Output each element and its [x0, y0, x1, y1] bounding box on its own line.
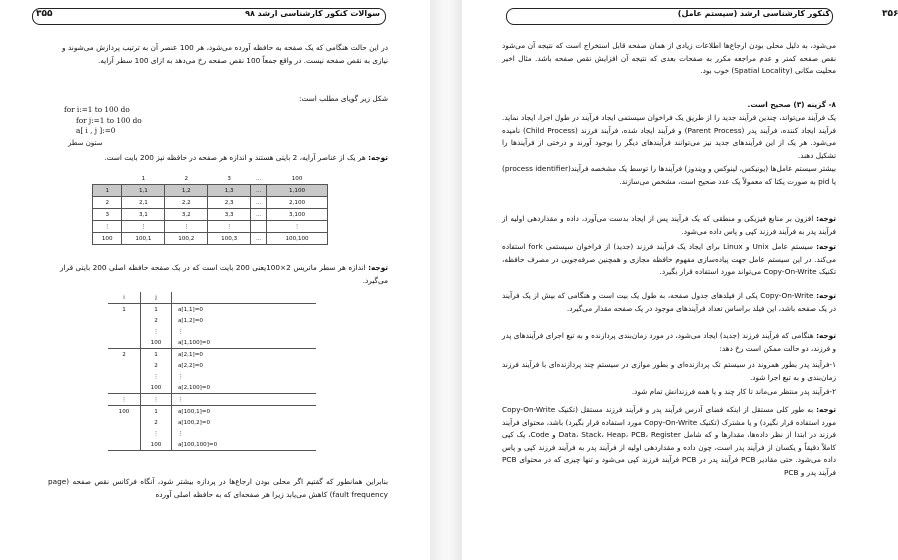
table-row	[108, 337, 316, 349]
table-cell: 100	[141, 382, 172, 394]
note	[502, 404, 836, 479]
paragraph: بنابراین همانطور که گفتیم اگر محلی بودن ارجاع‌ها در پردازه بیشتر شود، آنگاه فرکانس نقص صفحه (page fault frequency) کاهش می‌یابد زیرا هر صفحه‌ای که به حافظه اصلی آورده	[48, 477, 388, 499]
table-header-cell: 3	[208, 173, 251, 185]
note-label: توجه:	[816, 331, 836, 340]
table-cell: 3,1	[122, 209, 165, 221]
col-i-header: i	[108, 292, 141, 304]
left-page	[0, 0, 430, 560]
paragraph: می‌شود، به دلیل محلی بودن ارجاع‌ها اطلاعات زیادی از همان صفحه قابل استخراج است که نتیجه آن می‌شود نقص صفحه کمتر و عدم مراجعه مکرر به صفحات بعدی که نتیجه آن افزایش نقص صفحه باشد. مثال اخیر محلیت مکانی (Spatial Locality) خوب بود.	[502, 41, 836, 75]
note-label: توجه:	[368, 153, 388, 162]
table-cell: 3,3	[208, 209, 251, 221]
table-cell: ...	[251, 209, 267, 221]
code-block	[64, 105, 214, 137]
note-label: توجه:	[368, 263, 389, 272]
note-text: هر یک از عناصر آرایه، 2 بایتی هستند و اندازه هر صفحه در حافظه نیز 200 بایت است.	[104, 153, 369, 162]
note-label: توجه:	[816, 242, 837, 251]
book-gutter	[430, 0, 462, 560]
table-cell: a[100,2]=0	[178, 419, 211, 426]
note-text: افزون بر منابع فیزیکی و منطقی که یک فرآیند پس از ایجاد بدست می‌آورد، داده و مقداردهی اولیه از فرآیند پدر به فرآیند فرزند کپی و پاس داده می‌شود.	[502, 214, 836, 236]
table-cell: ⋮	[165, 221, 208, 233]
note-text: سیستم عامل Unix و Linux برای ایجاد یک فرآیند فرزند (جدید) از فراخوان سیستمی fork استفاده می‌کند. در این سیستم عامل جهت پیاده‌سازی مفهوم حافظه مجازی و همچنین صرفه‌جویی در مصرف حافظه، تکنیک Copy-On-Write می‌تواند مورد استفاده قرار بگیرد.	[502, 242, 836, 276]
table-cell: ⋮	[178, 430, 184, 437]
table-cell: 2	[141, 360, 172, 371]
table-cell: a[2,100]=0	[172, 382, 317, 394]
table-row	[108, 304, 316, 316]
table-cell: ⋮	[141, 371, 172, 382]
table-header-row	[93, 173, 328, 185]
table-cell: a[2,2]=0	[178, 362, 203, 369]
table-cell: ⋮	[93, 221, 122, 233]
table-cell: 1,1	[122, 185, 165, 197]
table-cell: 100,2	[165, 233, 208, 245]
table-row	[108, 439, 316, 451]
table-cell: a[2,1]=0	[178, 351, 203, 358]
table-cell: 100	[108, 406, 141, 418]
table-cell: 100	[141, 439, 172, 451]
table-cell: ⋮	[178, 328, 184, 335]
table-cell: 2	[93, 197, 122, 209]
table-cell: ⋮	[172, 394, 317, 406]
table-cell: 100	[141, 337, 172, 349]
table-row	[108, 406, 316, 418]
code-line: for i:=1 to 100 do	[64, 105, 130, 114]
table-cell: ⋮	[108, 394, 141, 406]
table-cell: 2,1	[122, 197, 165, 209]
table-row	[108, 315, 316, 326]
table-header-cell: 2	[165, 173, 208, 185]
list-item: ۱-فرآیند پدر بطور همروند در سیستم تک پردازنده‌ای و بطور موازی در سیستم چند پردازنده‌ای با فرآیند فرزند زمان‌بندی و به تبع اجرا شود.	[502, 360, 836, 382]
table-cell: 3,2	[165, 209, 208, 221]
table-cell	[251, 221, 267, 233]
table-cell: 1	[93, 185, 122, 197]
shape-caption: شکل زیر گویای مطلب است:	[299, 94, 388, 103]
table-cell: a[1,1]=0	[178, 306, 203, 313]
table-cell: 1,2	[165, 185, 208, 197]
table-cell: 1	[141, 349, 172, 361]
table-cell: ⋮	[141, 326, 172, 337]
table-cell: ...	[251, 197, 267, 209]
table-header-cell: 100	[267, 173, 328, 185]
table-row	[93, 221, 328, 233]
table-cell: 100	[93, 233, 122, 245]
paragraph: بیشتر سیستم عامل‌ها (یونیکس، لینوکس و ویندوز) فرآیندها را توسط یک مشخصه فرآیند(process identifier) یا pid به صورت یکتا که معمولاً یک عدد صحیح است، مشخص می‌سازند.	[502, 164, 837, 186]
page-number: ۳۵۵	[36, 9, 53, 19]
note-text: Copy-On-Write یکی از فیلدهای جدول صفحه، به طول یک بیت است و هنگامی که بیش از یک فرآیند در یک صفحه باشد، این فیلد براساس تعداد فرآیندهای موجود در یک صفحه مقدار می‌گیرد.	[502, 291, 836, 313]
table-cell: 100,3	[208, 233, 251, 245]
table-cell: a[1,2]=0	[178, 317, 203, 324]
table-cell: 2,100	[267, 197, 328, 209]
header-title: سوالات کنکور کارشناسی ارشد ۹۸	[245, 9, 380, 18]
note-label: توجه:	[816, 214, 836, 223]
table-cell: 3,100	[267, 209, 328, 221]
table-row	[108, 428, 316, 439]
table-cell: ⋮	[141, 428, 172, 439]
table-row	[93, 209, 328, 221]
table-cell: a[1,100]=0	[172, 337, 317, 349]
table-row	[108, 371, 316, 382]
note	[502, 213, 836, 238]
table-cell: ...	[251, 233, 267, 245]
header-title: کنکور کارشناسی ارشد (سیستم عامل)	[677, 9, 830, 18]
paragraph: یک فرآیند می‌تواند، چندین فرآیند جدید را از طریق یک فراخوان سیستمی ایجاد فرآیند در طول اجرا، ایجاد نماید. فرآیند ایجاد کننده، فرآیند پدر (Parent Process) و فرآیند ایجاد شده، فرآیند فرزند (Child Process) نامیده می‌شود. هر یک از این فرآیندهای جدید نیز می‌توانند فرآیندهای دیگر را بوجود آورند و درختی از فرآیندها را تشکیل دهند.	[502, 113, 837, 160]
table-row	[108, 360, 316, 371]
code-labels: ستون سطر	[68, 139, 103, 147]
index-table	[108, 292, 316, 451]
page-number: ۳۵۶	[882, 9, 898, 19]
table-cell: ⋮	[141, 394, 172, 406]
table-row	[93, 185, 328, 197]
table-cell: 1	[141, 304, 172, 316]
table-cell: 2,2	[165, 197, 208, 209]
note	[60, 262, 388, 287]
table-cell: ⋮	[122, 221, 165, 233]
code-line: for j:=1 to 100 do	[76, 115, 142, 125]
note	[502, 330, 836, 355]
table-cell: a[100,1]=0	[178, 408, 211, 415]
table-cell: a[100,100]=0	[172, 439, 317, 451]
table-row	[108, 394, 316, 406]
table-cell: ⋮	[178, 373, 184, 380]
table-cell: ⋮	[208, 221, 251, 233]
note-text: به طور کلی مستقل از اینکه فضای آدرس فرآیند پدر و فرآیند فرزند مستقل (تکنیک Copy-On-Write مورد استفاده قرار نگیرد) و یا مشترک (تکنیک Copy-On-Write مورد استفاده قرار بگیرد) باشد، محتوای فرآیند فرزند در ابتدا از نظر داده‌ها، مقدارها و که شامل Data، Stack، Heap، PCB، Register و Code، یک کپی کاملاً دقیقاً و یکسان از فرآیند پدر است، چون داده و مقداردهی اولیه از فرآیند پدر به فرآیند فرزند کپی و پاس داده می‌شود. حتی مقادیر PCB فرآیند پدر در PCB فرآیند فرزند کپی می‌شود و تنها چیزی که در محتوای PCB فرآیند پدر و PCB	[502, 405, 836, 477]
table-cell: 1,3	[208, 185, 251, 197]
note	[502, 290, 836, 315]
table-cell: ...	[251, 185, 267, 197]
note-label: توجه:	[816, 405, 836, 414]
table-cell: 100,1	[122, 233, 165, 245]
table-cell: 3	[93, 209, 122, 221]
table-cell: 1	[141, 406, 172, 418]
table-row	[93, 197, 328, 209]
table-row	[108, 417, 316, 428]
matrix-table	[92, 173, 328, 245]
paragraph: در این حالت هنگامی که یک صفحه به حافظه آورده می‌شود، هر 100 عنصر آن به ترتیب پردازش می‌شوند و نیازی به نقص صفحه نیست. در واقع جمعاً 100 نقص صفحه رخ می‌دهد به ازای 100 سطر آرایه.	[62, 43, 388, 65]
table-row	[108, 326, 316, 337]
col-j-header: j	[141, 292, 172, 304]
note-text: هنگامی که فرآیند فرزند (جدید) ایجاد می‌شود، در مورد زمان‌بندی پردازنده و به تبع اجرای فرآیندهای پدر و فرزند، دو حالت ممکن است رخ دهد:	[502, 331, 836, 353]
table-header-cell: 1	[122, 173, 165, 185]
table-row	[108, 349, 316, 361]
table-cell: 2	[141, 417, 172, 428]
table-header-row	[108, 292, 316, 304]
table-cell: 2,3	[208, 197, 251, 209]
table-cell: 2	[108, 349, 141, 361]
right-page-header	[506, 6, 898, 32]
note-label: توجه:	[816, 291, 836, 300]
note	[40, 152, 388, 165]
note	[502, 241, 836, 279]
left-page-header	[32, 6, 388, 32]
note-text: اندازه هر سطر ماتریس 2×100یعنی 200 بایت است که در یک صفحه حافظه اصلی 200 بایتی قرار می‌گیرد.	[60, 263, 388, 285]
answer-heading: ۸- گزینه (۳) صحیح است.	[747, 100, 836, 109]
table-cell: 1,100	[267, 185, 328, 197]
table-header-cell: ...	[251, 173, 267, 185]
table-row	[108, 382, 316, 394]
table-cell: 2	[141, 315, 172, 326]
code-line: a[ i , j ]:=0	[76, 126, 116, 135]
right-page	[462, 0, 898, 560]
table-cell: 100,100	[267, 233, 328, 245]
list-item: ۲-فرآیند پدر منتظر می‌ماند تا کار چند و یا همه فرزندانش تمام شود.	[631, 387, 836, 396]
table-row	[93, 233, 328, 245]
table-cell: ⋮	[267, 221, 328, 233]
table-cell: 1	[108, 304, 141, 316]
